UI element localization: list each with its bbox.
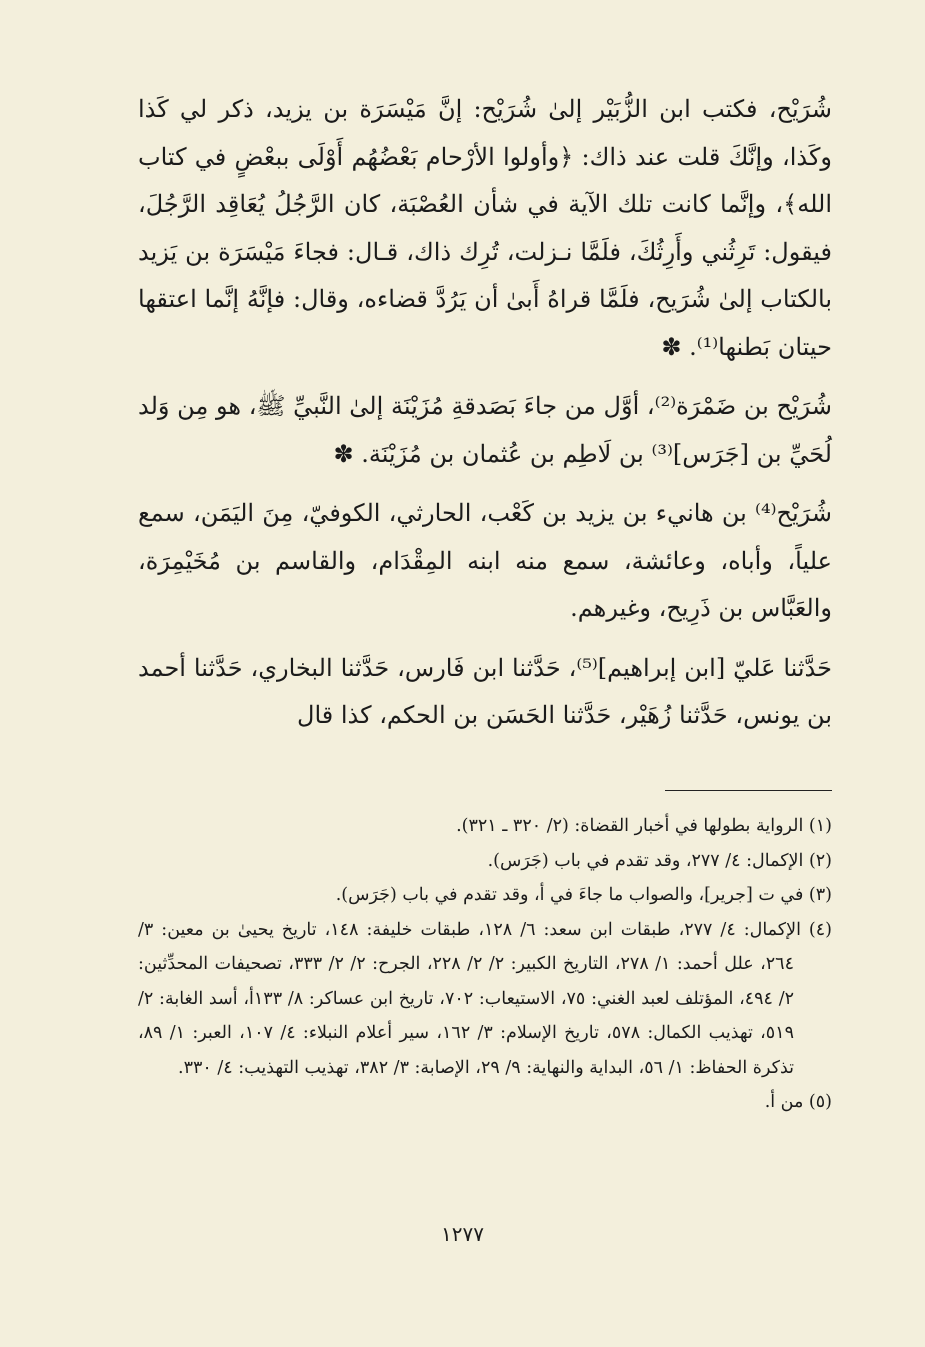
footnotes xyxy=(138,809,832,1120)
paragraph-shurayh-ibn-zubayr-letter: شُرَيْح، فكتب ابن الزُّبَيْر إلىٰ شُرَيْح: إنَّ مَيْسَرَة بن يزيد، ذكر لي كَذا وكَذا، وإنَّكَ قلت عند ذاك: ﴿وأولوا الأرْحام بَعْضُهُم أَوْلَى ببعْضٍ في كتاب الله﴾، وإنَّما كانت تلك الآية في شأن العُصْبَة، كان الرَّجُلُ يُعَاقِد الرَّجُلَ، فيقول: تَرِثُني وأَرِثُكَ، فلَمَّا نـزلت، تُرِك ذاك، قـال: فجاءَ مَيْسَرَة بن يَزيد بالكتاب إلىٰ شُرَيح، فلَمَّا قراهُ أَبىٰ أن يَرُدَّ قضاءه، وقال: فإنَّهُ إنَّما اعتقها حيتان بَطنها⁽¹⁾. ✽ xyxy=(138,95,832,361)
footnote-2: (٢) الإكمال: ٤/ ٢٧٧، وقد تقدم في باب (جَرَس). xyxy=(487,850,832,871)
paragraph-shurayh-ibn-hani: شُرَيْح⁽⁴⁾ بن هانيء بن يزيد بن كَعْب، الحارثي، الكوفيّ، مِنَ اليَمَن، سمع علياً، وأباه، وعائشة، سمع منه ابنه المِقْدَام، والقاسم بن مُخَيْمِرَة، والعَبَّاس بن ذَرِيح، وغيرهم. xyxy=(138,499,832,622)
footnote-3: (٣) في ت [جرير]، والصواب ما جاءَ في أ، وقد تقدم في باب (جَرَس). xyxy=(335,885,832,905)
paragraph-isnad-chain: حَدَّثنا عَليّ [ابن إبراهيم]⁽⁵⁾، حَدَّثنا ابن فَارس، حَدَّثنا البخاري، حَدَّثنا أحمد بن يونس، حَدَّثنا زُهَيْر، حَدَّثنا الحَسَن بن الحكم، كذا قال xyxy=(138,653,832,729)
footnote-5: (٥) من أ. xyxy=(764,1092,832,1112)
paragraph-shurayh-ibn-damra: شُرَيْح بن ضَمْرَة⁽²⁾، أوَّل من جاءَ بَصَدقةِ مُزَيْنَة إلىٰ النَّبيِّ ﷺ، هو مِن وَلد لُحَيِّ بن [جَرَس]⁽³⁾ بن لَاطِم بن عُثمان بن مُزَيْنَة. ✽ xyxy=(138,392,833,468)
footnote-1: (١) الرواية بطولها في أخبار القضاة: (٢/ ٣٢٠ ـ ٣٢١). xyxy=(456,816,832,836)
page-number: ١٢٧٧ xyxy=(441,1222,484,1246)
footnote-divider xyxy=(665,790,832,791)
main-text xyxy=(138,86,832,740)
footnote-4: (٤) الإكمال: ٤/ ٢٧٧، طبقات ابن سعد: ٦/ ١٢٨، طبقات خليفة: ١٤٨، تاريخ يحيىٰ بن معين: ٣/ ٢٦٤، علل أحمد: ١/ ٢٧٨، التاريخ الكبير: ٢/ ٢/ ٢٢٨، الجرح: ٢/ ٢/ ٣٣٣، تصحيفات المحدِّثين: ٢/ ٤٩٤، المؤتلف لعبد الغني: ٧٥، الاستيعاب: ٧٠٢، تاريخ ابن عساكر: ٨/ ١٣٣أ، أسد الغابة: ٢/ ٥١٩، تهذيب الكمال: ٥٧٨، تاريخ الإسلام: ٣/ ١٦٢، سير أعلام النبلاء: ٤/ ١٠٧، العبر: ١/ ٨٩، تذكرة الحفاظ: ١/ ٥٦، البداية والنهاية: ٩/ ٢٩، الإصابة: ٣/ ٣٨٢، تهذيب التهذيب: ٤/ ٣٣٠. xyxy=(138,919,832,1078)
